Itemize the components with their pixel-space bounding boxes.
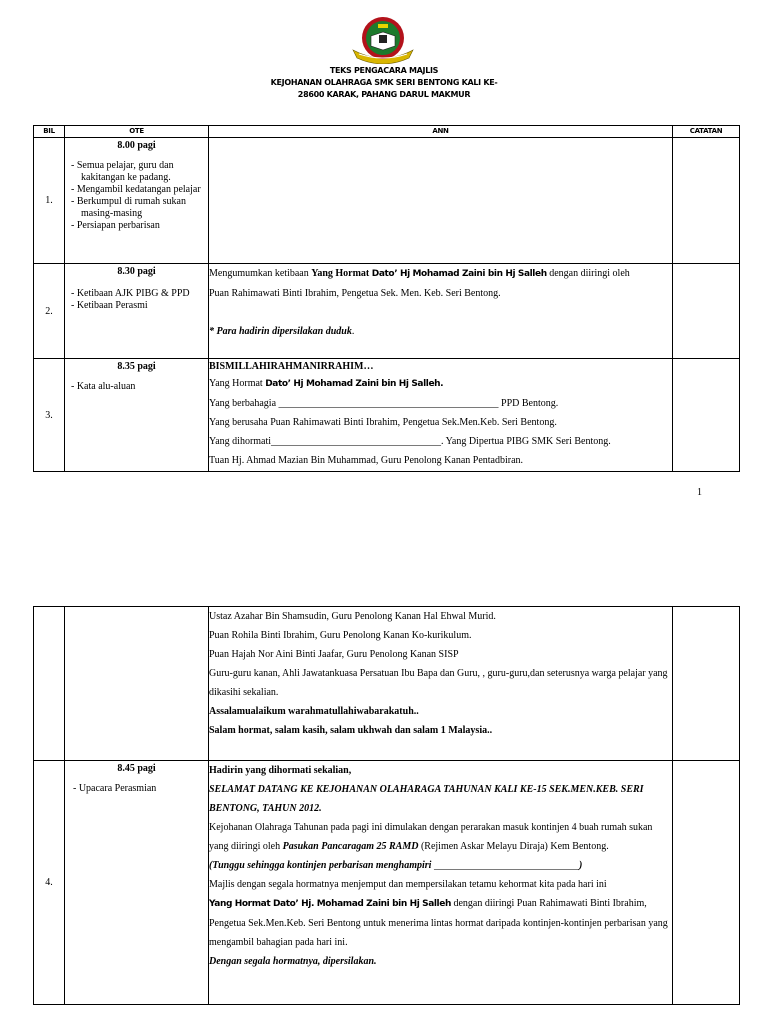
time-label: 8.45 pagi: [117, 763, 156, 774]
schedule-cell: [65, 138, 209, 264]
time-label: 8.00 pagi: [117, 140, 156, 151]
table-row: [34, 138, 740, 264]
announcement-bold: Yang Hormat: [311, 268, 372, 279]
schedule-cell: [65, 761, 209, 1005]
notes-cell: [673, 264, 740, 359]
announcement-text: Guru-guru kanan, Ahli Jawatankuasa Persatuan Ibu Bapa dan Guru, , guru-guru,dan seterusnya warga pelajar yang dikasihi sekalian.: [209, 668, 668, 698]
instruction-note-close: ): [578, 860, 583, 871]
announcement-cell: [209, 359, 673, 472]
announcement-text: Puan Rohila Binti Ibrahim, Guru Penolong Kanan Ko-kurikulum.: [209, 630, 472, 641]
doc-subtitle: KEJOHANAN OLAHRAGA SMK SERI BENTONG KALI KE-: [270, 78, 498, 87]
time-label: 8.30 pagi: [117, 266, 156, 277]
announcement-text: (Rejimen Askar Melayu Diraja) Kem Bentong.: [418, 841, 609, 852]
table-row: [34, 264, 740, 359]
program-table-page1: [33, 125, 740, 472]
activity-list: [65, 160, 208, 232]
table-row: [34, 607, 740, 761]
announcement-text: dengan diiringi Puan Rahimawati Binti Ibrahim, Pengetua Sek.Men.Keb. Seri Bentong untuk menerima lintas hormat daripada kontinjen-kontinjen perbarisan yang mengambil bahagian pada hari ini.: [209, 898, 668, 948]
list-item: - Upacara Perasmian: [73, 783, 157, 794]
announcement-cell: [209, 264, 673, 359]
guest-name: Dato’ Hj Mohamad Zaini bin Hj Salleh.: [265, 379, 444, 389]
list-item: - Berkumpul di rumah sukan masing-masing: [71, 196, 186, 219]
col-header-aturcara: OTE: [65, 126, 209, 138]
notes-cell: [673, 607, 740, 761]
row-number: 2.: [34, 264, 65, 359]
notes-cell: [673, 359, 740, 472]
announcement-text: Kejohanan Olahraga Tahunan pada pagi ini dimulakan dengan perarakan masuk kontinjen 4 buah rumah sukan yang diiringi oleh: [209, 822, 653, 852]
schedule-cell: [65, 264, 209, 359]
schedule-cell: [65, 359, 209, 472]
table-row: [34, 359, 740, 472]
list-item: - Ketibaan AJK PIBG & PPD: [71, 288, 190, 299]
announcement-text: Yang berbahagia ____________________________________________ PPD Bentong.: [209, 398, 559, 409]
announcement-text: Ustaz Azahar Bin Shamsudin, Guru Penolong Kanan Hal Ehwal Murid.: [209, 611, 496, 622]
row-number: 1.: [34, 138, 65, 264]
announcement-cell: [209, 761, 673, 1005]
announcement-cell: [209, 607, 673, 761]
salutation: Assalamualaikum warahmatullahiwabarakatuh..: [209, 706, 419, 717]
instruction-note: (Tunggu sehingga kontinjen perbarisan menghampiri: [209, 860, 434, 871]
list-item: - Ketibaan Perasmi: [71, 300, 148, 311]
announcement-text: Tuan Hj. Ahmad Mazian Bin Muhammad, Guru Penolong Kanan Pentadbiran.: [209, 455, 524, 466]
list-item: - Mengambil kedatangan pelajar: [71, 184, 201, 195]
doc-address: 28600 KARAK, PAHANG DARUL MAKMUR: [297, 90, 471, 99]
guest-name: Yang Hormat Dato’ Hj. Mohamad Zaini bin Hj Salleh: [209, 899, 451, 909]
greeting-heading: Hadirin yang dihormati sekalian,: [209, 765, 352, 776]
announcement-text: Majlis dengan segala hormatnya menjemput dan mempersilakan tetamu kehormat kita pada hari ini: [209, 879, 607, 890]
blank-line: _____________________________: [433, 860, 579, 871]
doc-title: TEKS PENGACARA MAJLIS: [329, 66, 439, 75]
announcement-text: Mengumumkan ketibaan: [209, 268, 312, 279]
announcement-text: Yang berusaha Puan Rahimawati Binti Ibrahim, Pengetua Sek.Men.Keb. Seri Bentong.: [209, 417, 557, 428]
program-table-page2: [33, 606, 740, 1005]
guest-name: Dato’ Hj Mohamad Zaini bin Hj Salleh: [371, 269, 547, 279]
announcement-text: dengan diiringi oleh: [546, 268, 630, 279]
welcome-banner-text: SELAMAT DATANG KE KEJOHANAN OLAHARAGA TAHUNAN KALI KE-15 SEK.MEN.KEB. SERI BENTONG, TAHUN 2012.: [209, 784, 644, 814]
announcement-cell: [209, 138, 673, 264]
schedule-cell: [65, 607, 209, 761]
list-item: - Persiapan perbarisan: [71, 220, 160, 231]
salutation: Salam hormat, salam kasih, salam ukhwah dan salam 1 Malaysia..: [209, 725, 493, 736]
col-header-ann: ANN: [209, 126, 673, 138]
table-header-row: [34, 126, 740, 138]
punctuation: .: [351, 326, 355, 337]
list-item: - Semua pelajar, guru dan kakitangan ke padang.: [71, 160, 174, 183]
table-row: [34, 761, 740, 1005]
notes-cell: [673, 138, 740, 264]
activity-list: [65, 288, 208, 312]
announcement-text: Yang dihormati__________________________________. Yang Dipertua PIBG SMK Seri Bentong.: [209, 436, 611, 447]
instruction-note: * Para hadirin dipersilakan duduk: [209, 326, 352, 337]
row-number: 3.: [34, 359, 65, 472]
band-name: Pasukan Pancaragam 25 RAMD: [282, 841, 419, 852]
time-label: 8.35 pagi: [117, 361, 156, 372]
activity-list: [65, 381, 208, 393]
greeting-heading: BISMILLAHIRAHMANIRRAHIM…: [209, 361, 374, 372]
col-header-bil: BIL: [34, 126, 65, 138]
col-header-catatan: CATATAN: [673, 126, 740, 138]
notes-cell: [673, 761, 740, 1005]
announcement-text: Puan Rahimawati Binti Ibrahim, Pengetua Sek. Men. Keb. Seri Bentong.: [209, 288, 501, 299]
row-number: 4.: [34, 761, 65, 1005]
school-crest-logo: [349, 14, 417, 64]
invitation-text: Dengan segala hormatnya, dipersilakan.: [209, 956, 377, 967]
list-item: - Kata alu-aluan: [71, 381, 136, 392]
page-number: 1: [697, 487, 702, 498]
row-number: [34, 607, 65, 761]
announcement-text: Puan Hajah Nor Aini Binti Jaafar, Guru Penolong Kanan SISP: [209, 649, 459, 660]
announcement-text: Yang Hormat: [209, 378, 266, 389]
